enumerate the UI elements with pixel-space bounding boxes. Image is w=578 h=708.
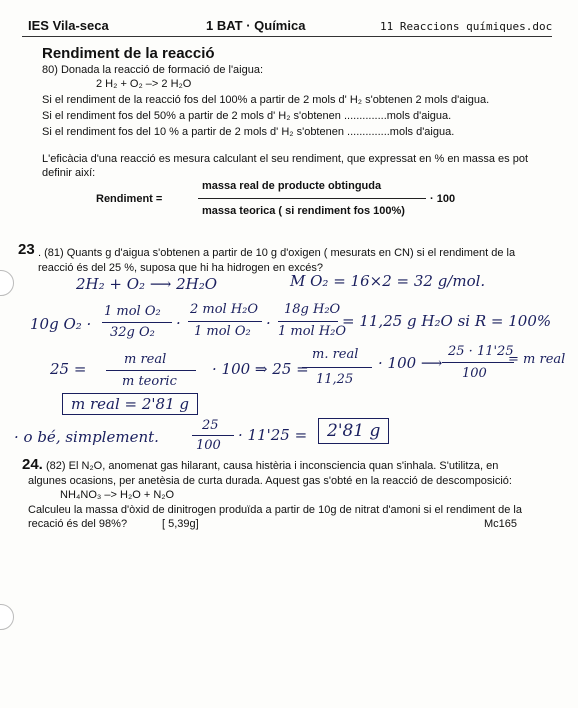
formula-numerator: massa real de producte obtinguda: [202, 180, 382, 192]
hw-f1-bar: [102, 322, 172, 323]
hw-boxed-result: m real = 2'81 g: [62, 393, 198, 415]
q24-line1: (82) El N₂O, anomenat gas hilarant, causa histèria i inconsciencia quan s'inhala. S'utilitza, en: [46, 460, 499, 472]
hw-molar-mass: M O₂ = 16×2 = 32 g/mol.: [290, 272, 486, 290]
hw-r2-den: 11,25: [316, 372, 354, 387]
q24-code: Mc165: [484, 518, 518, 530]
formula-denominator: massa teorica ( si rendiment fos 100%): [202, 205, 405, 217]
q24-line3: Calculeu la massa d'òxid de dinitrogen produïda a partir de 10g de nitrat d'amoni si el rendiment de la: [28, 504, 522, 516]
punch-hole-bottom: [0, 604, 14, 630]
q24-answer: [ 5,39g]: [162, 518, 199, 530]
hw-yield-mid2: · 100 ⟶: [378, 354, 443, 372]
q24-line4: recació és del 98%?: [28, 518, 128, 530]
q24-equation: NH₄NO₃ –> H₂O + N₂O: [60, 489, 175, 501]
hw-r3-num: 25 · 11'25: [448, 344, 514, 359]
hw-f2-num: 2 mol H₂O: [190, 302, 259, 317]
q80-line1: Si el rendiment de la reacció fos del 100% a partir de 2 mols d' H₂ s'obtenen 2 mols d'aigua.: [42, 94, 490, 106]
formula-label: Rendiment =: [96, 193, 163, 205]
q23-number: 23: [18, 241, 35, 258]
hw-s-bar: [192, 435, 234, 436]
hw-conversion-result: = 11,25 g H₂O si R = 100%: [342, 312, 552, 330]
hw-dot-1: ·: [176, 314, 181, 332]
hw-f2-den: 1 mol O₂: [194, 324, 251, 339]
q24-number: 24.: [22, 456, 43, 473]
punch-hole-top: [0, 270, 14, 296]
hw-f2-bar: [188, 321, 262, 322]
formula-fraction-line: [198, 198, 426, 199]
formula-factor: · 100: [430, 193, 456, 205]
hw-simple-mid: · 11'25 =: [238, 426, 308, 444]
hw-r2-bar: [302, 367, 372, 368]
school-name: IES Vila-seca: [28, 18, 109, 33]
hw-f3-num: 18g H₂O: [284, 302, 341, 317]
hw-f1-num: 1 mol O₂: [104, 304, 161, 319]
efficacy-line1: L'eficàcia d'una reacció es mesura calculant el seu rendiment, que expressat en % en massa es pot: [42, 153, 529, 165]
hw-r3-den: 100: [462, 366, 487, 381]
q80-line3: Si el rendiment fos del 10 % a partir de 2 mols d' H₂ s'obtenen ..............mols d'aigua.: [42, 126, 455, 138]
hw-simple-label: · o bé, simplement.: [14, 428, 159, 446]
hw-f3-bar: [278, 321, 338, 322]
file-name: 11 Reaccions químiques.doc: [380, 20, 553, 33]
hw-s-num: 25: [202, 418, 219, 433]
q24-line2: algunes ocasions, per anetèsia de curta durada. Aquest gas s'obté en la reacció de descomposició:: [28, 475, 512, 487]
q23-line1: . (81) Quants g d'aigua s'obtenen a partir de 10 g d'oxigen ( mesurats en CN) si el rendiment de la: [38, 247, 516, 259]
q80-prompt: 80) Donada la reacció de formació de l'aigua:: [42, 64, 264, 76]
q80-line2: Si el rendiment fos del 50% a partir de 2 mols d' H₂ s'obtenen ..............mols d'aigua.: [42, 110, 452, 122]
hw-s-den: 100: [196, 438, 221, 453]
header-rule: [22, 36, 552, 37]
efficacy-line2: definir així:: [42, 167, 96, 179]
hw-dot-2: ·: [266, 314, 271, 332]
hw-f3-den: 1 mol H₂O: [278, 324, 347, 339]
hw-yield-end: = m real: [508, 352, 566, 367]
q23-line2: reacció és del 25 %, suposa que hi ha hidrogen en excés?: [38, 262, 323, 274]
q80-equation: 2 H₂ + O₂ –> 2 H₂O: [96, 78, 192, 90]
hw-reaction-equation: 2H₂ + O₂ ⟶ 2H₂O: [76, 275, 218, 293]
hw-f1-den: 32g O₂: [110, 325, 155, 340]
hw-r1-num: m real: [124, 352, 167, 367]
hw-yield-mid: · 100 ⇒ 25 =: [212, 360, 309, 378]
hw-r1-bar: [106, 370, 196, 371]
hw-boxed-final: 2'81 g: [318, 418, 389, 444]
hw-r1-den: m teoric: [122, 374, 177, 389]
hw-r2-num: m. real: [312, 347, 359, 362]
section-title: Rendiment de la reacció: [42, 45, 215, 62]
hw-r3-bar: [442, 362, 514, 363]
hw-yield-lhs: 25 =: [50, 360, 87, 378]
hw-conversion-start: 10g O₂ ·: [30, 315, 92, 333]
course-name: 1 BAT · Química: [206, 18, 306, 33]
